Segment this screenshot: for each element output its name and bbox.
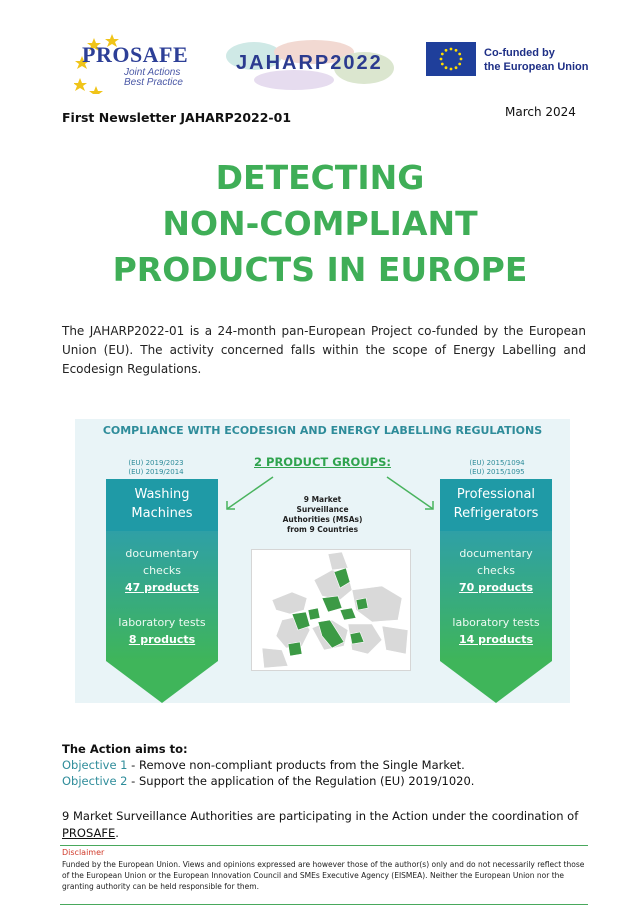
refrigerators-heading (440, 479, 552, 531)
laboratory-count: 14 products (458, 633, 534, 646)
eu-cofunded-text (484, 46, 589, 74)
title-line-2: NON-COMPLIANT (162, 204, 478, 243)
objective-2-text: - Support the application of the Regulation (EU) 2019/1020. (127, 774, 475, 788)
msa-line: Authorities (MSAs) (282, 515, 363, 524)
msa-line: from 9 Countries (286, 525, 359, 534)
stat-label: laboratory tests (118, 616, 206, 629)
washing-machines-column (106, 479, 218, 703)
disclaimer-text: Funded by the European Union. Views and opinions expressed are however those of the author(s) only and do not necessarily reflect those of the European Union or the European Innovation Council and SMEs Executive Agency (EISMEA). Neither the European Union nor the granting authority can be held responsible for them. (62, 860, 585, 891)
newsletter-label: First Newsletter JAHARP2022-01 (62, 110, 292, 125)
regulation-ref: (EU) 2015/1094 (469, 459, 525, 467)
refrigerators-stats (440, 531, 552, 661)
washing-machines-regulations (101, 459, 211, 477)
objective-1 (62, 758, 465, 772)
refrigerators-regulations (442, 459, 552, 477)
compliance-infographic (75, 419, 570, 703)
group-name-line: Washing (134, 487, 190, 502)
newsletter-date: March 2024 (505, 105, 576, 119)
stat-label: laboratory tests (452, 616, 540, 629)
group-name-line: Refrigerators (453, 506, 539, 521)
column-arrow-tip (440, 661, 552, 703)
eu-text-line-2: the European Union (484, 61, 589, 73)
prosafe-tagline-1: Joint Actions (124, 67, 181, 78)
washing-machines-heading (106, 479, 218, 531)
msa-sentence-end: . (115, 826, 119, 840)
jaharp-wordmark: JAHARP2022 (236, 52, 383, 74)
page-title (0, 155, 640, 293)
eu-text-line-1: Co-funded by (484, 47, 555, 59)
divider (60, 904, 588, 905)
msa-summary (250, 495, 395, 535)
objective-1-label: Objective 1 (62, 758, 128, 772)
msa-line: 9 Market (303, 495, 342, 504)
msa-participation-text (62, 808, 592, 842)
prosafe-tagline-2: Best Practice (124, 77, 183, 88)
regulation-ref: (EU) 2019/2023 (128, 459, 184, 467)
professional-refrigerators-column (440, 479, 552, 703)
group-name-line: Professional (456, 487, 536, 502)
column-arrow-tip (106, 661, 218, 703)
documentary-count: 70 products (458, 581, 534, 594)
msa-line: Surveillance (296, 505, 349, 514)
europe-map (251, 549, 411, 671)
intro-paragraph: The JAHARP2022-01 is a 24-month pan-European Project co-funded by the European Union (EU). The activity concerned falls within the scope of Energy Labelling and Ecodesign Regulations. (62, 324, 586, 376)
product-groups-label: 2 PRODUCT GROUPS: (254, 455, 391, 469)
aims-title: The Action aims to: (62, 742, 188, 756)
regulation-ref: (EU) 2015/1095 (469, 468, 525, 476)
msa-sentence-text: 9 Market Surveillance Authorities are participating in the Action under the coordination of (62, 809, 579, 823)
objective-1-text: - Remove non-compliant products from the Single Market. (127, 758, 465, 772)
stat-label: checks (143, 564, 181, 577)
prosafe-link[interactable]: PROSAFE (62, 826, 116, 840)
washing-machines-stats (106, 531, 218, 661)
stat-label: documentary (459, 547, 533, 560)
stat-label: documentary (125, 547, 199, 560)
stat-label: checks (477, 564, 515, 577)
title-line-3: PRODUCTS IN EUROPE (112, 250, 528, 289)
group-name-line: Machines (131, 506, 193, 521)
prosafe-tagline (124, 68, 183, 88)
objective-2 (62, 774, 474, 788)
title-line-1: DETECTING (215, 158, 425, 197)
prosafe-wordmark: PROSAFE (82, 42, 189, 67)
disclaimer-label: Disclaimer (62, 848, 105, 857)
laboratory-count: 8 products (128, 633, 196, 646)
divider (60, 845, 588, 846)
regulation-ref: (EU) 2019/2014 (128, 468, 184, 476)
objective-2-label: Objective 2 (62, 774, 128, 788)
eu-flag-icon (426, 42, 476, 76)
infographic-heading: COMPLIANCE WITH ECODESIGN AND ENERGY LABELLING REGULATIONS (102, 424, 543, 437)
documentary-count: 47 products (124, 581, 200, 594)
